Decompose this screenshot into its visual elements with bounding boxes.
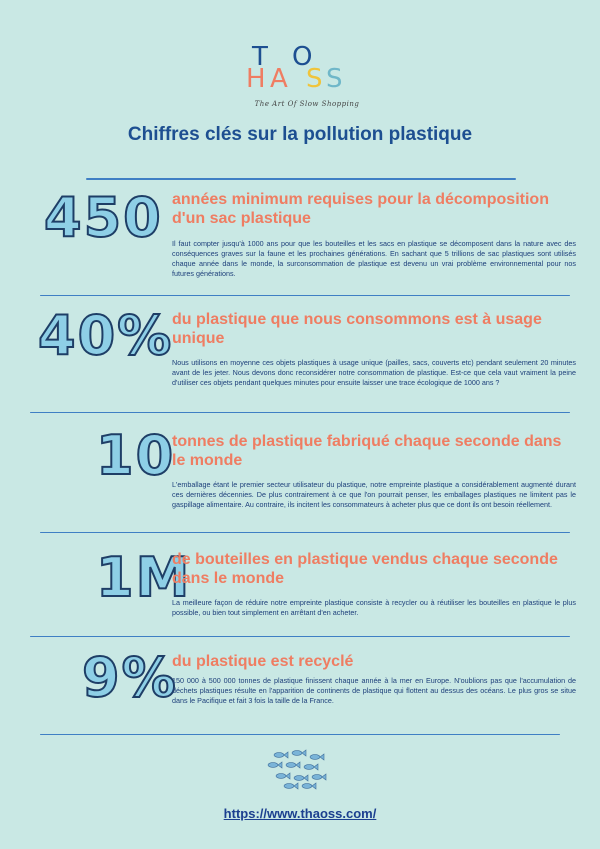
stat-body: Nous utilisons en moyenne ces objets plastiques à usage unique (pailles, sacs, couverts etc) pendant seulement 20 minutes avant de les jeter. Nous devons donc reconsidérer notre consommation de plastique. Est-ce que cela vaut vraiment la peine d'utiliser ces objets pendant quelques minutes pour ensuite laisser une trace écologique de 1000 ans ? xyxy=(172,358,576,387)
section-divider xyxy=(30,412,570,413)
stat-headline: de bouteilles en plastique vendus chaque seconde dans le monde xyxy=(172,551,558,587)
logo-letter-s2: S xyxy=(326,64,343,94)
logo-letters xyxy=(244,44,364,94)
logo-letter-t: T xyxy=(252,42,268,72)
page-title: Chiffres clés sur la pollution plastique xyxy=(127,124,473,145)
section-divider xyxy=(40,295,570,296)
stat-number: 450 xyxy=(44,186,163,249)
brand-logo xyxy=(244,44,364,114)
fish-school-icon xyxy=(266,748,334,790)
stat-number: 40% xyxy=(38,304,174,367)
stat-headline: du plastique que nous consommons est à usage unique xyxy=(172,311,542,347)
stat-headline: du plastique est recyclé xyxy=(172,653,354,670)
stat-body: La meilleure façon de réduire notre empreinte plastique consiste à recycler ou à réutiliser les bouteilles en plastique le plus possible, ou bien tout simplement en arrêtant d'en acheter. xyxy=(172,598,576,617)
stat-body: Il faut compter jusqu'à 1000 ans pour que les bouteilles et les sacs en plastique se décomposent dans la nature avec des conséquences graves sur la faune et les prochaines générations. En sachant que 5 trillions de sac plastiques sont utilisés chaque année dans le monde, la surconsommation de plastique est devenu un vrai problème environnemental pour nos futures générations. xyxy=(172,239,576,278)
section-divider xyxy=(40,734,560,735)
section-divider xyxy=(40,532,570,533)
logo-letter-a: A xyxy=(270,64,288,94)
website-link[interactable]: https://www.thaoss.com/ xyxy=(223,806,377,821)
logo-letter-s1: S xyxy=(306,64,323,94)
logo-letter-h: H xyxy=(246,64,266,94)
logo-tagline: The Art Of Slow Shopping xyxy=(254,100,360,108)
stat-headline: tonnes de plastique fabriqué chaque seconde dans le monde xyxy=(172,433,562,469)
stat-number: 10 xyxy=(96,424,176,487)
stat-number: 9% xyxy=(82,646,178,709)
title-divider xyxy=(86,178,516,180)
section-divider xyxy=(30,636,570,637)
logo-letter-o: O xyxy=(292,42,313,72)
stat-number: 1M xyxy=(96,546,192,609)
stat-headline: années minimum requises pour la décomposition d'un sac plastique xyxy=(172,191,549,227)
stat-body: 150 000 à 500 000 tonnes de plastique finissent chaque année à la mer en Europe. N'oublions pas que l'accumulation de déchets plastiques résulte en l'apparition de continents de plastique qui flottent au dessus des océans. Le plus gros se situe dans le Pacifique et fait 3 fois la taille de la France. xyxy=(172,676,576,705)
stat-body: L'emballage étant le premier secteur utilisateur du plastique, notre empreinte plastique a considérablement augmenté durant ces dernières décennies. De plus contrairement à ce que l'on pourrait penser, les emballages plastiques ne limitent pas le gaspillage alimentaire. Au contraire, ils incitent les consommateurs à acheter plus que ce dont ils ont besoin réellement. xyxy=(172,480,576,509)
